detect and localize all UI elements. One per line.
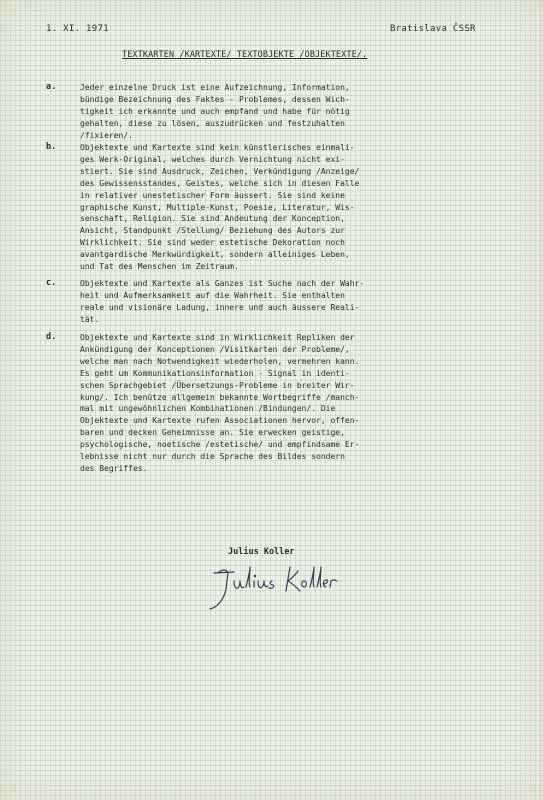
text-line: psychologische, noetische /estetische/ und empfindsame Er- <box>80 440 360 450</box>
paragraph-marker: a. <box>46 82 57 92</box>
text-line: bündige Bezeichnung des Faktes - Problemes, dessen Wich- <box>80 94 350 104</box>
text-line: Ankündigung der Konceptionen /Visitkarten der Probleme/, <box>80 344 350 354</box>
paragraph-marker: b. <box>46 142 57 152</box>
text-line: heit und Aufmerksamkeit auf die Wahrheit. Sie enthalten <box>80 290 345 300</box>
text-line: Objektexte und Kartexte sind kein künstlerisches einmali- <box>80 143 355 152</box>
text-line: stiert. Sie sind Ausdruck, Zeichen, Verkündigung /Anzeige/ <box>80 166 360 176</box>
text-line: graphische Kunst, Multiple-Kunst, Poesie, Literatur, Wis- <box>80 202 355 212</box>
text-line: ges Werk-Original, welches durch Vernichtung nicht exi- <box>80 154 345 164</box>
paragraph-marker: d. <box>46 332 57 342</box>
text-line: /fixieren/. <box>80 130 133 140</box>
paragraph-text <box>80 82 508 142</box>
text-line: lebnisse nicht nur durch die Sprache des Bildes sondern <box>80 452 345 462</box>
text-line: Es geht um Kommunikationsinformation - Signal in identi- <box>80 368 350 378</box>
text-line: Objektexte und Kartexte als Ganzes ist Suche nach der Wahr- <box>80 279 365 288</box>
paragraph-text <box>80 278 508 326</box>
text-line: Objektexte und Kartexte rufen Associationen hervor, offen- <box>80 416 360 426</box>
text-line: schen Sprachgebiet /Übersetzungs-Probleme in breiter Wir- <box>80 380 355 390</box>
text-line: mal mit ungewöhnlichen Kombinationen /Bindungen/. Die <box>80 404 336 414</box>
text-line: des Gewissensstandes, Geistes, welche sich in diesen Falle <box>80 178 360 188</box>
text-line: kung/. Ich benütze allgemein bekannte Wortbegriffe /manch- <box>80 392 360 402</box>
text-line: in relativer unestetischer Form äussert. Sie sind keine <box>80 190 345 200</box>
text-line: Wirklichkeit. Sie sind weder estetische Dekoration noch <box>80 238 345 248</box>
date-header: 1. XI. 1971 <box>46 24 109 34</box>
text-line: senschaft, Religion. Sie sind Andeutung der Konception, <box>80 214 345 224</box>
paragraph-text <box>80 142 508 273</box>
text-line: und Tat des Menschen im Zeitraum. <box>80 262 239 272</box>
text-line: avantgardische Merkwürdigkeit, sondern alleiniges Leben, <box>80 250 350 260</box>
text-line: des Begriffes. <box>80 463 148 473</box>
text-line: gehalten, diese zu lösen, auszudrücken und festzuhalten <box>80 118 345 128</box>
text-line: Jeder einzelne Druck ist eine Aufzeichnung, Information, <box>80 83 350 92</box>
typed-signature-name: Julius Koller <box>228 547 295 557</box>
handwritten-signature <box>200 555 360 615</box>
document-title: TEXTKARTEN /KARTEXTE/ TEXTOBJEKTE /OBJEKTEXTE/. <box>122 50 368 60</box>
place-header: Bratislava ČSSR <box>390 24 476 34</box>
text-line: welche man nach Notwendigkeit wiederholen, vermehren kann. <box>80 356 360 366</box>
text-line: baren und decken Geheimnisse an. Sie erwecken geistige, <box>80 428 345 438</box>
paragraph-text <box>80 332 508 475</box>
text-line: Objektexte und Kartexte sind in Wirklichkeit Repliken der <box>80 333 355 342</box>
text-line: tigkeit ich erkannte und auch empfand und habe für nötig <box>80 106 350 116</box>
paragraph-marker: c. <box>46 278 57 288</box>
text-line: tät. <box>80 314 100 324</box>
text-line: reale und visionäre Ladung, innere und auch äussere Reali- <box>80 302 360 312</box>
text-line: Ansicht, Standpunkt /Stellung/ Beziehung des Autors zur <box>80 226 345 236</box>
